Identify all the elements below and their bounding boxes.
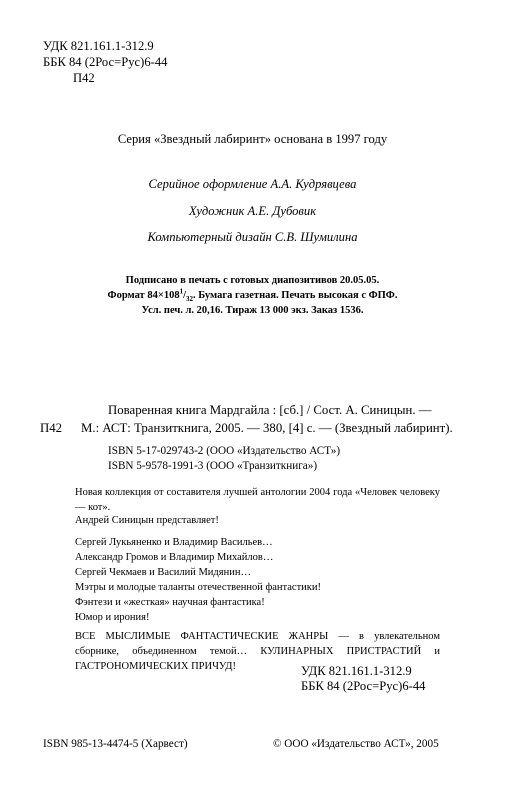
annotation-line: Мэтры и молодые таланты отечественной фантастики! xyxy=(75,582,322,593)
format-prefix: Формат 84×108 xyxy=(107,290,180,301)
format-sub: 32 xyxy=(186,295,193,304)
annotation-line: Юмор и ирония! xyxy=(75,612,150,623)
annotation-line: Фэнтези и «жесткая» научная фантастика! xyxy=(75,597,265,608)
catalog-publisher-line: М.: АСТ: Транзиткнига, 2005. — 380, [4] с. — (Звездный лабиринт). xyxy=(81,421,453,435)
footer-copyright: © ООО «Издательство АСТ», 2005 xyxy=(273,738,439,750)
udk-code-bottom: УДК 821.161.1-312.9 xyxy=(301,664,412,678)
catalog-mark: П42 xyxy=(40,421,63,435)
print-format-line: Формат $84\times 108^1/_{32}$. Бумага газетная. Печать высокая с ФПФ. xyxy=(107,287,398,304)
format-suffix: . Бумага газетная. Печать высокая с ФПФ. xyxy=(193,290,398,301)
print-volume-line: Усл. печ. л. 20,16. Тираж 13 000 экз. Заказ 1536. xyxy=(141,305,364,316)
annotation-line: Сергей Чекмаев и Василий Мидянин… xyxy=(75,567,251,578)
credit-computer-design: Компьютерный дизайн С.В. Шумилина xyxy=(147,230,358,244)
annotation-intro: Новая коллекция от составителя лучшей антологии 2004 года «Человек человеку — кот». xyxy=(75,487,440,513)
print-signed-line: Подписано в печать с готовых диапозитивов 20.05.05. xyxy=(125,275,380,286)
bbk-code-bottom: ББК 84 (2Рос=Рус)6-44 xyxy=(301,679,426,693)
annotation-presents: Андрей Синицын представляет! xyxy=(75,515,219,526)
credit-series-design: Серийное оформление А.А. Кудрявцева xyxy=(148,177,357,191)
series-line: Серия «Звездный лабиринт» основана в 1997 году xyxy=(117,132,388,146)
catalog-title-line: Поваренная книга Мардгайла : [сб.] / Сост. А. Синицын. — xyxy=(108,403,432,417)
author-mark: П42 xyxy=(73,71,95,85)
catalog-isbn-tranzit: ISBN 5-9578-1991-3 (ООО «Транзиткнига») xyxy=(108,460,318,472)
annotation-line: Сергей Лукьяненко и Владимир Васильев… xyxy=(75,537,273,548)
catalog-isbn-ast: ISBN 5-17-029743-2 (ООО «Издательство АСТ») xyxy=(108,445,341,457)
format-sup: 1 xyxy=(179,287,184,296)
bbk-code: ББК 84 (2Рос=Рус)6-44 xyxy=(43,55,168,69)
annotation-closing: ВСЕ МЫСЛИМЫЕ ФАНТАСТИЧЕСКИЕ ЖАНРЫ — в увлекательном сборнике, объединенном темой… КУЛИНАРНЫХ ПРИСТРАСТИЙ и ГАСТРОНОМИЧЕСКИХ ПРИЧУД! xyxy=(75,631,440,672)
footer-isbn-harvest: ISBN 985-13-4474-5 (Харвест) xyxy=(43,738,188,750)
annotation-line: Александр Громов и Владимир Михайлов… xyxy=(75,552,274,563)
udk-code: УДК 821.161.1-312.9 xyxy=(43,39,154,53)
credit-artist: Художник А.Е. Дубовик xyxy=(188,204,317,218)
